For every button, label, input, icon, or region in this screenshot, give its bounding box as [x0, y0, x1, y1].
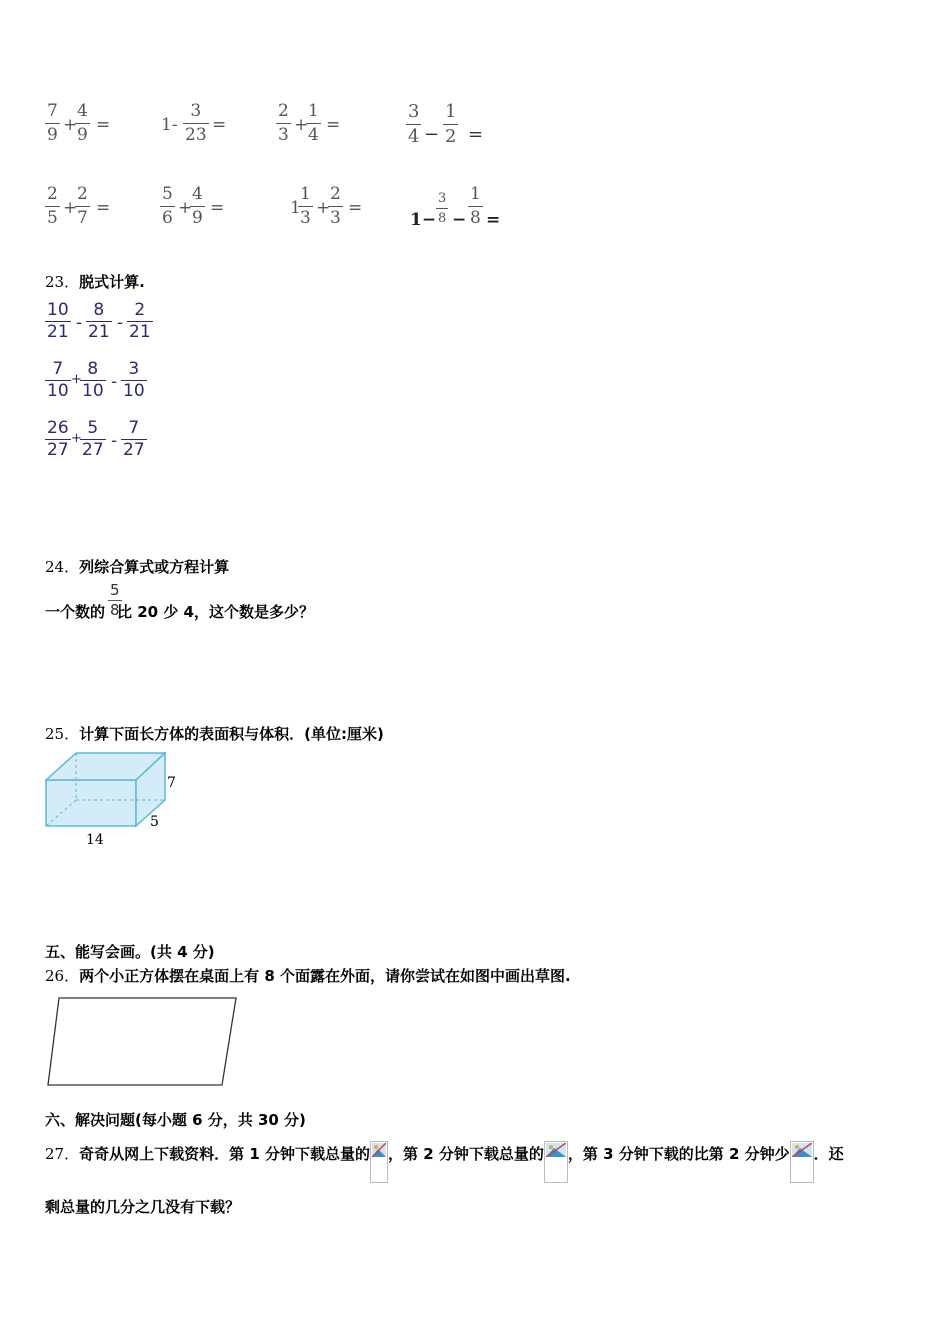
equals-sign: =: [486, 210, 501, 230]
cuboid-front-face: [46, 780, 136, 826]
operator: −: [424, 124, 440, 145]
section-5-title: 五、能写会画。(共 4 分): [45, 943, 215, 961]
equals-sign: =: [468, 124, 484, 145]
question-24-text: 一个数的 比 20 少 4，这个数是多少？: [45, 603, 314, 621]
fraction: 5 8: [110, 581, 120, 619]
fraction: 7 9: [47, 101, 58, 145]
operator: -: [117, 313, 124, 333]
fraction: 2 7: [77, 184, 88, 228]
fraction: 4 9: [77, 101, 88, 145]
height-label: 7: [167, 775, 176, 791]
fraction: 3 10: [123, 359, 145, 401]
fraction: 3 4: [408, 101, 420, 147]
question-25-heading: 25．计算下面长方体的表面积与体积．(单位:厘米): [45, 725, 384, 743]
operator: +: [63, 115, 78, 135]
equals-sign: =: [210, 198, 225, 218]
fraction: 1 2: [445, 101, 457, 147]
operator: -: [111, 431, 118, 451]
equals-sign: =: [96, 198, 111, 218]
operator: +: [178, 198, 193, 218]
fraction: 4 9: [192, 184, 203, 228]
equals-sign: =: [96, 115, 111, 135]
operator: -: [76, 313, 83, 333]
fraction: 2 3: [278, 101, 289, 145]
equals-sign: =: [212, 115, 227, 135]
question-24-heading: 24．列综合算式或方程计算: [45, 558, 230, 576]
section-6-title: 六、解决问题(每小题 6 分，共 30 分): [45, 1111, 306, 1129]
fraction: 2 3: [330, 184, 341, 228]
fraction: 3 23: [185, 101, 207, 145]
width-label: 5: [150, 814, 159, 830]
operator: +: [63, 198, 78, 218]
equals-sign: =: [348, 198, 363, 218]
question-23-heading: 23．脱式计算.: [45, 273, 145, 291]
whole-number: 1: [290, 198, 301, 218]
question-27-line-2: 剩总量的几分之几没有下载？: [45, 1198, 241, 1216]
fraction: 2 5: [47, 184, 58, 228]
fraction: 1 8: [470, 184, 481, 228]
fraction: 8 21: [88, 300, 110, 342]
operator: +: [294, 115, 309, 135]
fraction: 1 4: [308, 101, 319, 145]
parallelogram-drawing-area[interactable]: [44, 996, 244, 1090]
fraction: 3 8: [438, 191, 447, 226]
question-27-text: 27．奇奇从网上下载资料．第 1 分钟下载总量的 ，第 2 分钟下载总量的 ，第 3 分钟下载的比第 2 分钟少 ．还: [45, 1141, 844, 1183]
whole-number: 1-: [161, 115, 178, 135]
fraction: 7 27: [123, 418, 145, 460]
fraction: 5 27: [82, 418, 104, 460]
broken-image-icon: [370, 1141, 388, 1183]
operator: +: [71, 431, 82, 446]
length-label: 14: [86, 832, 104, 848]
operator: +: [71, 372, 82, 387]
fraction: 5 6: [162, 184, 173, 228]
fraction: 10 21: [47, 300, 69, 342]
question-26-heading: 26．两个小正方体摆在桌面上有 8 个面露在外面，请你尝试在如图中画出草图.: [45, 967, 571, 985]
fraction: 2 21: [129, 300, 151, 342]
broken-image-icon: [790, 1141, 814, 1183]
whole-number: 1−: [410, 210, 437, 230]
fraction: 8 10: [82, 359, 104, 401]
operator: -: [111, 372, 118, 392]
operator: +: [316, 198, 331, 218]
fraction: 7 10: [47, 359, 69, 401]
broken-image-icon: [544, 1141, 568, 1183]
fraction: 1 3: [300, 184, 311, 228]
equals-sign: =: [326, 115, 341, 135]
fraction: 26 27: [47, 418, 69, 460]
cuboid-figure: [40, 748, 200, 853]
operator: −: [452, 210, 467, 230]
